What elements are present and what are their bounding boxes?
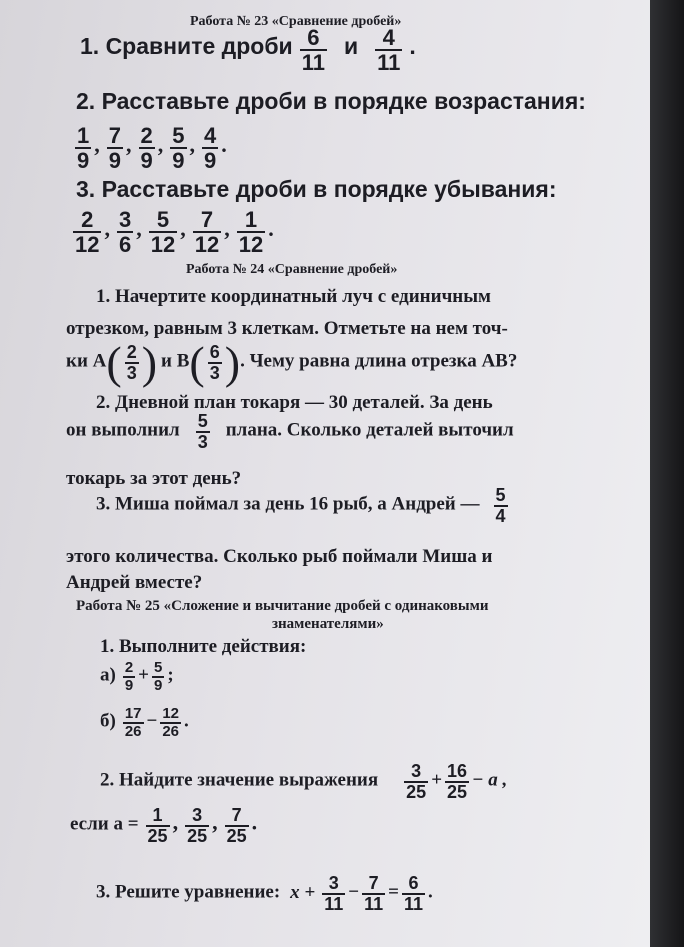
w23-task1-text: 1. Сравните дроби [80,32,293,59]
w24-point-b-label: и B [161,350,190,372]
w23-task2-frac: $\frac{5}{9}$ [172,123,185,174]
w25-task2-line2: если a = $\frac{1}{25}$ , $\frac{3}{25}$ , $\frac{7}{25}$ . [70,805,258,846]
w23-task2-frac: $\frac{4}{9}$ [204,123,217,174]
w23-task1-frac-2: $\frac{4}{11}$ [377,25,401,76]
w23-task3-frac: $\frac{3}{6}$ [118,207,132,258]
w25-task2-if: если a = [70,813,139,835]
work24-title: Работа № 24 «Сравнение дробей» [186,262,398,277]
w25-task1-a: а) $\frac{2}{9}$ + $\frac{5}{9}$ ; [100,659,174,694]
w24-task1-line1: 1. Начертите координатный луч с единичным [96,286,492,307]
w25-task1-a-frac-1: $\frac{2}{9}$ [124,659,134,694]
w25-task2-tail: − a , [472,769,508,791]
w23-task3-frac: $\frac{7}{12}$ [194,207,220,258]
w24-point-a-frac: $\frac{2}{3}$ [126,342,137,383]
w25-task2-value: $\frac{1}{25}$ [147,805,168,846]
w23-task2-frac: $\frac{7}{9}$ [108,123,121,174]
w23-task3-text: 3. Расставьте дроби в порядке убывания: [76,176,557,202]
w23-task2-frac: $\frac{1}{9}$ [77,123,90,174]
w24-task1-question: . Чему равна длина отрезка AB? [240,350,518,372]
w25-task1-b-frac-2: $\frac{12}{26}$ [162,705,180,740]
work23-title: Работа № 23 «Сравнение дробей» [190,14,402,29]
w24-task1-line2: отрезком, равным 3 клеткам. Отметьте на нем точ- [66,318,508,339]
w25-task3: 3. Решите уравнение: x + $\frac{3}{11}$ − $\frac{7}{11}$ = $\frac{6}{11}$ . [96,873,433,914]
w24-point-b-frac: $\frac{6}{3}$ [209,342,220,383]
w23-task2-frac: $\frac{2}{9}$ [140,123,153,174]
w23-task3-frac: $\frac{2}{12}$ [75,207,100,258]
w25-task2-value: $\frac{3}{25}$ [187,805,208,846]
w24-task2-line1: 2. Дневной план токаря — 30 деталей. За день [96,392,493,413]
w25-task3-frac-2: $\frac{7}{11}$ [364,873,384,914]
w24-task2-text-a: он выполнил [66,419,180,441]
w23-task3-frac: $\frac{5}{12}$ [150,207,176,258]
w23-task2-text: 2. Расставьте дроби в порядке возрастания: [76,88,586,114]
work25-title-line2: знаменателями» [272,616,384,632]
w25-task1-a-label: а) [100,664,116,686]
w25-task3-text: 3. Решите уравнение: [96,881,281,903]
w25-task2-line1: 2. Найдите значение выражения $\frac{3}{25}$ + $\frac{16}{25}$ − a , [100,761,508,802]
w24-task2-line3: токарь за этот день? [66,468,242,489]
w25-task2-frac-1: $\frac{3}{25}$ [406,761,427,802]
w25-task2-text: 2. Найдите значение выражения [100,769,379,791]
w25-task1-text: 1. Выполните действия: [100,636,307,657]
w24-task3-line1 [96,486,511,526]
background-edge [650,0,684,947]
w23-task1-frac-1: $\frac{6}{11}$ [301,25,325,76]
w24-task3-text: 3. Миша поймал за день 16 рыб, а Андрей — [96,493,480,515]
w24-task3-frac: $\frac{5}{4}$ [495,485,506,526]
w25-task1-b-label: б) [100,710,116,732]
w23-task1-end: . [409,32,416,59]
w25-task3-frac-1: $\frac{3}{11}$ [324,873,344,914]
w24-task2-text-b: плана. Сколько деталей выточил [225,419,514,441]
w25-task1-b-frac-1: $\frac{17}{26}$ [124,705,142,740]
w23-task1 [80,26,416,74]
w23-task3-fractions: $\frac{2}{12}$ , $\frac{3}{6}$ , $\frac{5}{12}$ , $\frac{7}{12}$ , $\frac{1}{12}$ . [75,207,274,258]
w24-task2-line2 [66,412,514,452]
w25-task1-a-frac-2: $\frac{5}{9}$ [154,659,163,694]
w24-task1-line3: ки A( $\frac{2}{3}$ ) и B( $\frac{6}{3}$ ). Чему равна длина отрезка AB? [66,337,518,388]
w24-task3-line3: Андрей вместе? [66,572,203,593]
w24-task2-frac: $\frac{5}{3}$ [197,411,208,452]
w23-task1-and: и [343,32,359,59]
w23-task3-frac: $\frac{1}{12}$ [238,207,264,258]
work25-title-line1: Работа № 25 «Сложение и вычитание дробей с одинаковыми [76,598,489,614]
w25-task3-frac-3: $\frac{6}{11}$ [403,873,423,914]
w23-task2-fractions: $\frac{1}{9}$ , $\frac{7}{9}$ , $\frac{2}{9}$ , $\frac{5}{9}$ , $\frac{4}{9}$ . [77,123,227,174]
w25-task2-frac-2: $\frac{16}{25}$ [447,761,468,802]
w25-task1-b: б) $\frac{17}{26}$ − $\frac{12}{26}$ . [100,705,189,740]
w25-task3-x: x + [290,881,316,903]
w25-task2-value: $\frac{7}{25}$ [226,805,247,846]
w24-point-a-label: ки A [66,350,107,372]
w24-task3-line2: этого количества. Сколько рыб поймали Миша и [66,546,493,567]
